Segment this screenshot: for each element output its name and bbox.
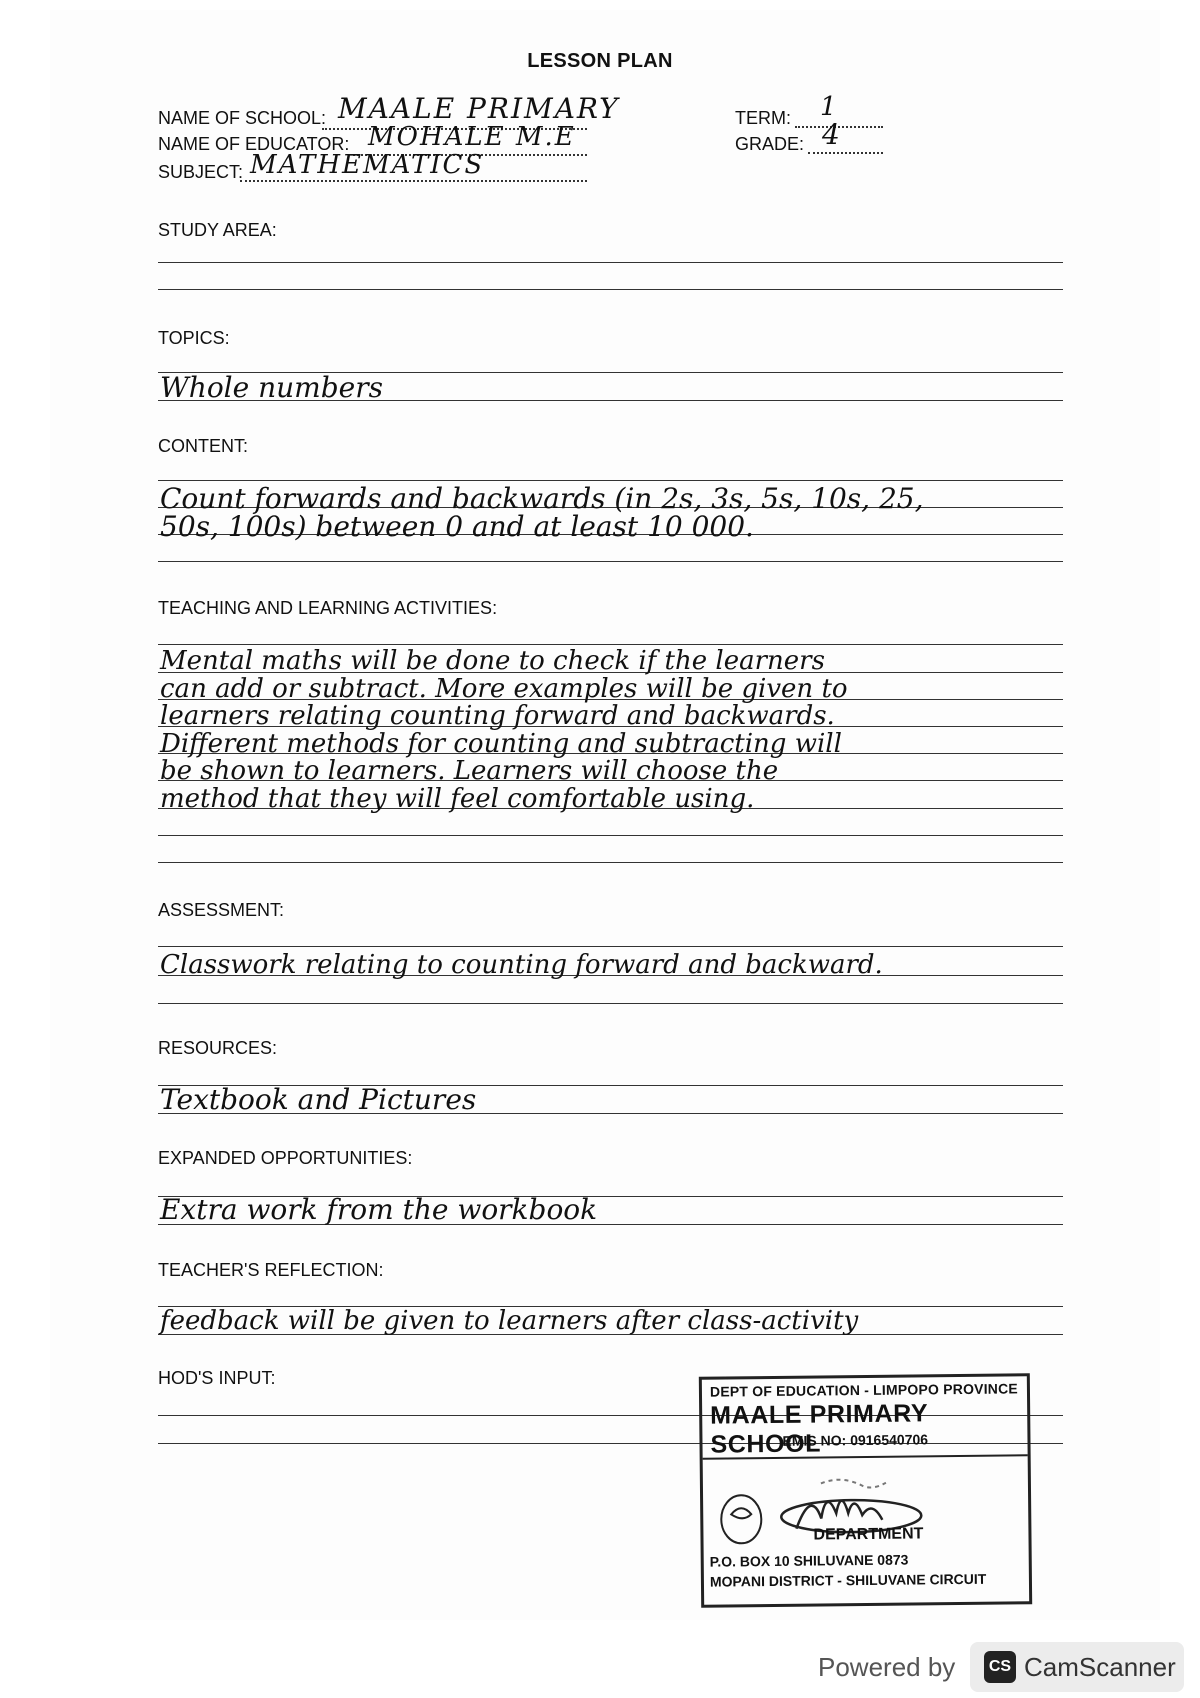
activities-line-text: Mental maths will be done to check if the learners bbox=[160, 646, 825, 676]
reflection-text: feedback will be given to learners after class-activity bbox=[160, 1306, 859, 1336]
assessment-label: ASSESSMENT: bbox=[158, 900, 285, 920]
stamp-school-name: MAALE PRIMARY SCHOOL bbox=[710, 1399, 928, 1459]
educator-value: MOHALE M.E bbox=[368, 122, 576, 152]
stamp-address: P.O. BOX 10 SHILUVANE 0873 bbox=[709, 1551, 909, 1570]
study-area-label: STUDY AREA: bbox=[158, 220, 277, 240]
stamp-department: DEPT OF EDUCATION - LIMPOPO PROVINCE bbox=[709, 1380, 1018, 1400]
assessment-text: Classwork relating to counting forward and backward. bbox=[160, 950, 883, 980]
activities-line-text: method that they will feel comfortable using. bbox=[160, 783, 755, 814]
stamp-emis: EMIS NO: 0916540706 bbox=[782, 1431, 929, 1449]
grade-value: 4 bbox=[822, 118, 840, 151]
term-label: TERM: bbox=[735, 108, 791, 128]
subject-dotted-line bbox=[240, 180, 587, 182]
expanded-text: Extra work from the workbook bbox=[160, 1193, 598, 1226]
activities-line bbox=[158, 644, 1063, 645]
camscanner-badge bbox=[970, 1642, 1184, 1692]
content-line bbox=[158, 561, 1063, 562]
study-area-line bbox=[158, 262, 1063, 263]
content-text bbox=[160, 482, 924, 543]
camscanner-logo-icon: CS bbox=[984, 1651, 1016, 1683]
stamp-department-word: DEPARTMENT bbox=[813, 1525, 924, 1544]
page-title: LESSON PLAN bbox=[527, 50, 673, 72]
resources-text: Textbook and Pictures bbox=[160, 1083, 477, 1116]
school-value: MAALE PRIMARY bbox=[338, 92, 620, 125]
study-area-line bbox=[158, 289, 1063, 290]
school-label: NAME OF SCHOOL: bbox=[158, 108, 327, 128]
grade-label: GRADE: bbox=[735, 134, 805, 154]
activities-line-text: learners relating counting forward and backwards. bbox=[160, 701, 835, 731]
educator-label: NAME OF EDUCATOR: bbox=[158, 134, 350, 154]
activities-line-text: can add or subtract. More examples will be given to bbox=[160, 673, 848, 704]
subject-value: MATHEMATICS bbox=[250, 150, 485, 180]
activities-label: TEACHING AND LEARNING ACTIVITIES: bbox=[158, 598, 498, 618]
content-label: CONTENT: bbox=[158, 436, 248, 456]
school-stamp bbox=[699, 1373, 1032, 1607]
activities-line bbox=[158, 835, 1063, 836]
activities-line-text: be shown to learners. Learners will choose the bbox=[160, 756, 779, 786]
content-line bbox=[158, 480, 1063, 481]
content-line-text: Count forwards and backwards (in 2s, 3s, 5s, 10s, 25, bbox=[160, 482, 924, 515]
assessment-line bbox=[158, 1003, 1063, 1004]
topics-label: TOPICS: bbox=[158, 328, 230, 348]
powered-by-text: Powered by bbox=[818, 1652, 956, 1682]
expanded-label: EXPANDED OPPORTUNITIES: bbox=[158, 1148, 413, 1168]
reflection-label: TEACHER'S REFLECTION: bbox=[158, 1260, 384, 1280]
assessment-line bbox=[158, 946, 1063, 947]
stamp-district: MOPANI DISTRICT - SHILUVANE CIRCUIT bbox=[709, 1570, 987, 1590]
activities-line-text: Different methods for counting and subtracting will bbox=[160, 728, 842, 759]
activities-text bbox=[160, 648, 848, 813]
activities-line bbox=[158, 862, 1063, 863]
resources-label: RESOURCES: bbox=[158, 1038, 278, 1058]
scanner-footer bbox=[0, 1640, 1200, 1698]
subject-label: SUBJECT: bbox=[158, 162, 244, 182]
term-value: 1 bbox=[820, 92, 837, 122]
hod-label: HOD'S INPUT: bbox=[158, 1368, 276, 1388]
topics-text: Whole numbers bbox=[160, 371, 383, 404]
content-line-text: 50s, 100s) between 0 and at least 10 000. bbox=[160, 509, 754, 543]
camscanner-brand: CamScanner bbox=[1024, 1652, 1176, 1682]
grade-dotted-line bbox=[808, 152, 883, 154]
